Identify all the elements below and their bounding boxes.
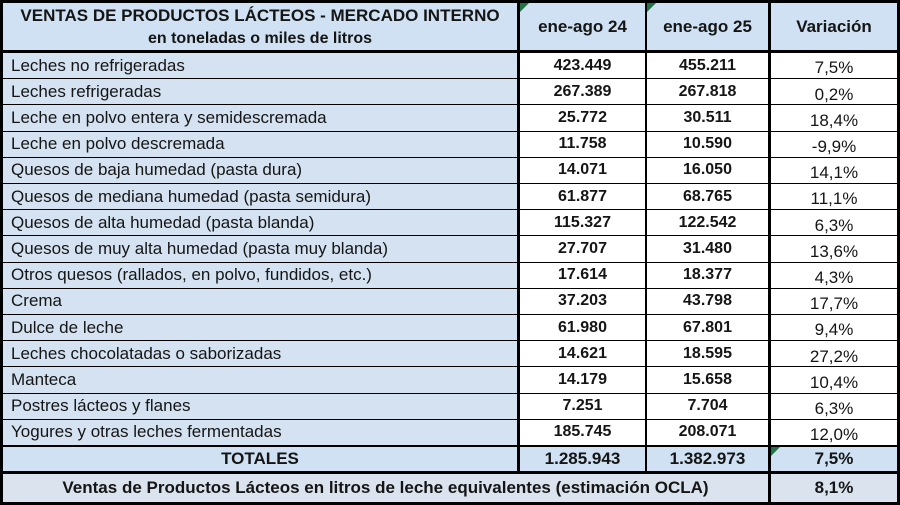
value-2024-cell: 185.745 [520, 420, 647, 445]
value-2024-cell: 27.707 [520, 236, 647, 261]
footer-row [3, 474, 897, 502]
value-2024-cell: 37.203 [520, 289, 647, 314]
table-row [3, 132, 897, 158]
variation-cell: 13,6% [771, 236, 897, 261]
product-label-cell: Leche en polvo descremada [3, 132, 520, 157]
value-2025-cell: 30.511 [647, 105, 771, 130]
table-row [3, 289, 897, 315]
value-2025-cell: 208.071 [647, 420, 771, 445]
column-header-label: ene-ago 25 [663, 16, 752, 36]
table-row [3, 341, 897, 367]
variation-cell: 27,2% [771, 341, 897, 366]
table-row [3, 420, 897, 445]
table-row [3, 263, 897, 289]
product-label-cell: Leches chocolatadas o saborizadas [3, 341, 520, 366]
value-2025-cell: 67.801 [647, 315, 771, 340]
variation-cell: 6,3% [771, 210, 897, 235]
variation-cell: 11,1% [771, 184, 897, 209]
product-label-cell: Leches refrigeradas [3, 79, 520, 104]
table-row [3, 53, 897, 79]
product-label-cell: Crema [3, 289, 520, 314]
table-row [3, 79, 897, 105]
table-header-row [3, 3, 897, 53]
value-2025-cell: 18.595 [647, 341, 771, 366]
value-2025-cell: 455.211 [647, 53, 771, 78]
variation-cell: 0,2% [771, 79, 897, 104]
value-2024-cell: 14.179 [520, 367, 647, 392]
variation-cell: 14,1% [771, 158, 897, 183]
product-label-cell: Manteca [3, 367, 520, 392]
footer-label-cell: Ventas de Productos Lácteos en litros de leche equivalentes (estimación OCLA) [3, 474, 771, 502]
column-header-ene-ago-25 [647, 3, 771, 50]
totals-row [3, 445, 897, 474]
totals-2024-cell: 1.285.943 [520, 447, 647, 471]
variation-cell: 4,3% [771, 263, 897, 288]
product-label-cell: Dulce de leche [3, 315, 520, 340]
product-label-cell: Quesos de alta humedad (pasta blanda) [3, 210, 520, 235]
value-2024-cell: 25.772 [520, 105, 647, 130]
green-corner-flag-icon [771, 447, 780, 456]
variation-cell: 12,0% [771, 420, 897, 445]
value-2025-cell: 10.590 [647, 132, 771, 157]
table-row [3, 394, 897, 420]
green-corner-flag-icon [520, 3, 529, 12]
variation-cell: 9,4% [771, 315, 897, 340]
green-corner-flag-icon [647, 3, 656, 12]
product-label-cell: Quesos de mediana humedad (pasta semidura) [3, 184, 520, 209]
value-2024-cell: 14.621 [520, 341, 647, 366]
product-label-cell: Leches no refrigeradas [3, 53, 520, 78]
value-2024-cell: 115.327 [520, 210, 647, 235]
column-header-variacion [771, 3, 897, 50]
product-label-cell: Quesos de baja humedad (pasta dura) [3, 158, 520, 183]
footer-variation-cell: 8,1% [771, 474, 897, 502]
product-label-cell: Postres lácteos y flanes [3, 394, 520, 419]
value-2025-cell: 68.765 [647, 184, 771, 209]
value-2025-cell: 43.798 [647, 289, 771, 314]
variation-cell: 6,3% [771, 394, 897, 419]
variation-cell: 17,7% [771, 289, 897, 314]
value-2024-cell: 14.071 [520, 158, 647, 183]
variation-cell: 18,4% [771, 105, 897, 130]
value-2025-cell: 18.377 [647, 263, 771, 288]
table-row [3, 105, 897, 131]
table-row [3, 315, 897, 341]
value-2025-cell: 122.542 [647, 210, 771, 235]
table-row [3, 184, 897, 210]
variation-cell: -9,9% [771, 132, 897, 157]
table-body [3, 53, 897, 445]
table-row [3, 210, 897, 236]
table-title-line1: VENTAS DE PRODUCTOS LÁCTEOS - MERCADO INTERNO [20, 5, 500, 25]
value-2024-cell: 61.980 [520, 315, 647, 340]
variation-cell: 10,4% [771, 367, 897, 392]
totals-2025-cell: 1.382.973 [647, 447, 771, 471]
value-2024-cell: 7.251 [520, 394, 647, 419]
variation-cell: 7,5% [771, 53, 897, 78]
value-2025-cell: 15.658 [647, 367, 771, 392]
table-title-line2: en toneladas o miles de litros [147, 29, 373, 47]
value-2025-cell: 31.480 [647, 236, 771, 261]
product-label-cell: Quesos de muy alta humedad (pasta muy blanda) [3, 236, 520, 261]
totals-label-cell: TOTALES [3, 447, 520, 471]
value-2024-cell: 11.758 [520, 132, 647, 157]
product-label-cell: Leche en polvo entera y semidescremada [3, 105, 520, 130]
table-row [3, 367, 897, 393]
value-2025-cell: 267.818 [647, 79, 771, 104]
product-label-cell: Otros quesos (rallados, en polvo, fundidos, etc.) [3, 263, 520, 288]
table-title [3, 3, 520, 50]
value-2025-cell: 16.050 [647, 158, 771, 183]
value-2024-cell: 17.614 [520, 263, 647, 288]
table-row [3, 236, 897, 262]
column-header-ene-ago-24 [520, 3, 647, 50]
table-row [3, 158, 897, 184]
column-header-label: Variación [796, 16, 872, 36]
column-header-label: ene-ago 24 [538, 16, 627, 36]
value-2024-cell: 267.389 [520, 79, 647, 104]
value-2024-cell: 61.877 [520, 184, 647, 209]
value-2024-cell: 423.449 [520, 53, 647, 78]
value-2025-cell: 7.704 [647, 394, 771, 419]
totals-variation-value: 7,5% [814, 449, 854, 468]
totals-variation-cell [771, 447, 897, 471]
product-label-cell: Yogures y otras leches fermentadas [3, 420, 520, 445]
